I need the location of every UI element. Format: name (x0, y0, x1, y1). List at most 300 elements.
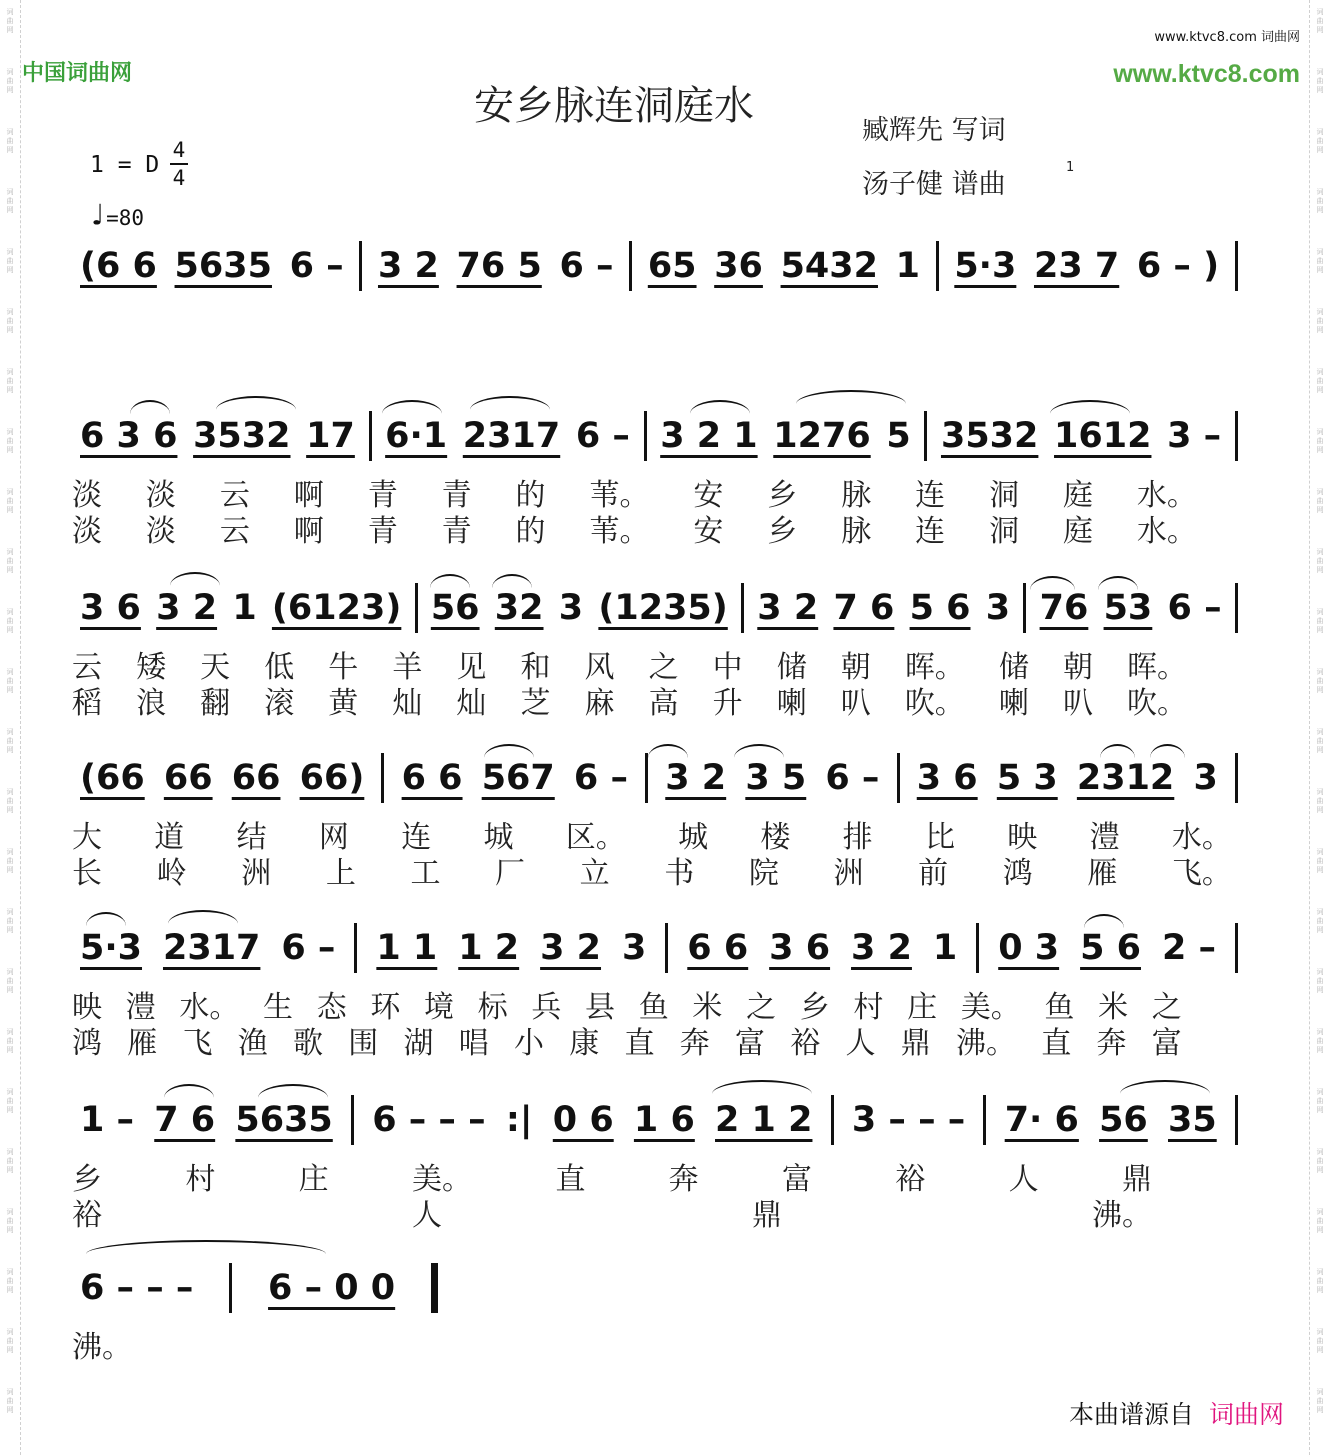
edge-watermark: 词 曲 网 (1316, 488, 1324, 514)
barline (381, 753, 384, 803)
lyric-syllable: 前 (918, 856, 949, 891)
note-group: 3 2 (540, 928, 602, 968)
lyric-syllable: 喇 (998, 686, 1029, 721)
site-url-small: www.ktvc8.com 词曲网 (1154, 30, 1300, 45)
lyric-syllable: 鸿 (1002, 856, 1033, 891)
note-group: 6 – (573, 758, 628, 798)
slur-mark (1030, 576, 1075, 590)
edge-watermark: 词 曲 网 (1316, 1268, 1324, 1294)
lyric-line-verse-2 (72, 510, 1197, 549)
note-group: 3 (621, 928, 647, 968)
note-group: 76 (1039, 588, 1089, 628)
edge-watermark: 词 曲 网 (1316, 248, 1324, 274)
lyric-syllable: 人 (412, 1198, 442, 1233)
note-group: 6·1 (385, 416, 448, 456)
lyric-syllable: 水。 (179, 990, 240, 1025)
edge-watermark: 词 曲 网 (1316, 8, 1324, 34)
lyric-syllable: 淡 (72, 478, 102, 513)
barline (665, 923, 668, 973)
site-url-logo: www.ktvc8.com (1113, 60, 1300, 88)
edge-watermark: 词 曲 网 (6, 8, 14, 34)
barline (897, 753, 900, 803)
barline (983, 1095, 986, 1145)
note-group: 3 2 (665, 758, 727, 798)
lyric-syllable: 城 (678, 820, 709, 855)
lyric-line-verse-1 (72, 986, 1182, 1025)
edge-watermark: 词 曲 网 (1316, 668, 1324, 694)
footer-brand: 词曲网 (1208, 1400, 1284, 1429)
lyric-syllable: 中 (712, 650, 743, 685)
quarter-note-icon: ♩ (88, 198, 107, 233)
edge-watermark: 词 曲 网 (6, 368, 14, 394)
edge-watermark: 词 曲 网 (6, 788, 14, 814)
lyric-syllable: 大 (72, 820, 102, 855)
lyric-syllable: 康 (569, 1026, 600, 1061)
slur-mark (258, 1084, 328, 1098)
note-group: (1235) (598, 588, 728, 628)
lyric-syllable: 湖 (403, 1026, 434, 1061)
barline (831, 1095, 834, 1145)
slur-mark (470, 396, 550, 410)
note-group: 6 – – – (80, 1268, 194, 1308)
lyric-syllable: 洞 (989, 514, 1020, 549)
notation-line (78, 1092, 1238, 1148)
edge-watermark: 词 曲 网 (1316, 1328, 1324, 1354)
barline (1235, 753, 1238, 803)
notation-line (78, 750, 1238, 806)
lyric-syllable: 啊 (293, 514, 324, 549)
lyric-syllable: 区。 (565, 820, 626, 855)
note-group: 5 3 (996, 758, 1058, 798)
composer-credit: 汤子健 谱曲 (862, 169, 1006, 200)
note-group: 36 (714, 246, 763, 286)
slur-mark (484, 744, 534, 758)
lyric-syllable: 上 (325, 856, 356, 891)
lyric-syllable: 美。 (960, 990, 1021, 1025)
edge-watermark: 词 曲 网 (6, 908, 14, 934)
note-group: 32 (494, 588, 544, 628)
edge-watermark: 词 曲 网 (1316, 1028, 1324, 1054)
edge-watermark: 词 曲 网 (6, 488, 14, 514)
lyric-syllable: 浪 (136, 686, 167, 721)
lyric-syllable: 厂 (495, 856, 526, 891)
lyric-syllable: 云 (219, 478, 250, 513)
note-group: 6 – – – (372, 1100, 486, 1140)
edge-watermark: 词 曲 网 (1316, 368, 1324, 394)
note-group: 3 2 1 (660, 416, 758, 456)
lyric-syllable: 长 (72, 856, 102, 891)
lyric-syllable: 青 (441, 478, 472, 513)
site-logo-left: 中国词曲网 (22, 61, 133, 86)
tempo-value: =80 (106, 206, 144, 230)
edge-watermark: 词 曲 网 (6, 668, 14, 694)
note-group: (6123) (271, 588, 402, 628)
right-border-strip (1309, 0, 1330, 1455)
lyric-syllable: 鸿 (72, 1026, 102, 1061)
note-group: 23 7 (1033, 246, 1120, 286)
barline (741, 583, 744, 633)
note-group: 66 (231, 758, 281, 798)
note-group: 6 – (575, 416, 630, 456)
note-group: 5432 (780, 246, 878, 286)
edge-watermark: 词 曲 网 (6, 548, 14, 574)
note-group: 0 6 (552, 1100, 614, 1140)
note-group: 6 3 6 (80, 416, 178, 456)
lyric-syllable: 裕 (790, 1026, 821, 1061)
edge-watermark: 词 曲 网 (1316, 308, 1324, 334)
note-group: 3 2 (757, 588, 819, 628)
note-group: 5635 (235, 1100, 333, 1140)
lyric-syllable: 渔 (237, 1026, 268, 1061)
note-group: (66 (80, 758, 145, 798)
lyric-syllable: 道 (154, 820, 185, 855)
slur-mark (1120, 1080, 1210, 1094)
lyric-line-verse-2 (72, 1194, 1152, 1233)
time-signature (170, 137, 188, 191)
left-border-strip (0, 0, 21, 1455)
lyric-syllable: 乡 (72, 1162, 102, 1197)
note-group: 6 6 (401, 758, 463, 798)
lyric-syllable: 米 (1098, 990, 1129, 1025)
lyricist-credit: 臧辉先 写词 (862, 115, 1006, 146)
lyric-syllable: 标 (477, 990, 508, 1025)
lyric-syllable: 矮 (136, 650, 167, 685)
lyric-syllable: 高 (648, 686, 679, 721)
note-group: 1 (895, 246, 920, 286)
note-group: 1 6 (633, 1100, 695, 1140)
edge-watermark: 词 曲 网 (1316, 548, 1324, 574)
barline (1235, 1095, 1238, 1145)
lyric-syllable: 生 (263, 990, 294, 1025)
lyric-syllable: 洞 (989, 478, 1020, 513)
edge-watermark: 词 曲 网 (6, 1208, 14, 1234)
note-group: 1 (932, 928, 958, 968)
slur-mark (712, 1080, 812, 1094)
lyric-syllable: 富 (1151, 1026, 1182, 1061)
slur-mark (216, 396, 296, 410)
key-signature: 1 = D (90, 152, 160, 178)
note-group: 0 3 (998, 928, 1060, 968)
edge-watermark: 词 曲 网 (6, 1268, 14, 1294)
lyric-syllable: 连 (915, 514, 946, 549)
lyric-line-verse-1 (72, 1326, 132, 1365)
note-group: 1612 (1054, 416, 1152, 456)
edge-watermark: 词 曲 网 (6, 308, 14, 334)
lyric-line-verse-1 (72, 646, 1187, 685)
lyric-syllable: 庭 (1062, 478, 1093, 513)
lyric-syllable: 围 (348, 1026, 379, 1061)
lyric-syllable: 人 (845, 1026, 876, 1061)
lyric-syllable: 灿 (392, 686, 423, 721)
edge-watermark: 词 曲 网 (6, 608, 14, 634)
slur-mark (1098, 576, 1138, 590)
lyric-syllable: 翻 (200, 686, 231, 721)
barline (936, 241, 939, 291)
edge-watermark: 词 曲 网 (1316, 128, 1324, 154)
lyric-syllable: 院 (748, 856, 779, 891)
lyric-syllable: 水。 (1171, 820, 1232, 855)
note-group: 3532 (193, 416, 291, 456)
lyric-syllable: 奔 (1096, 1026, 1127, 1061)
barline (1023, 583, 1026, 633)
lyric-syllable: 奔 (679, 1026, 710, 1061)
footer-source-label: 本曲谱源自 (1068, 1400, 1194, 1429)
lyric-syllable: 工 (410, 856, 441, 891)
note-group: 3 6 (80, 588, 141, 628)
barline (351, 1095, 354, 1145)
lyric-syllable: 裕 (895, 1162, 926, 1197)
note-group: 66) (299, 758, 365, 798)
edge-watermark: 词 曲 网 (1316, 728, 1324, 754)
note-group: 56 (430, 588, 480, 628)
lyric-syllable: 飞。 (1171, 856, 1232, 891)
lyric-syllable: 庄 (907, 990, 938, 1025)
edge-watermark: 词 曲 网 (1316, 1088, 1324, 1114)
lyric-syllable: 吹。 (904, 686, 965, 721)
slur-mark (690, 400, 750, 414)
lyric-syllable: 直 (1041, 1026, 1072, 1061)
lyric-syllable: 羊 (392, 650, 423, 685)
slur-mark (492, 574, 532, 588)
note-group: 6 – (1167, 588, 1222, 628)
lyric-syllable: 境 (424, 990, 455, 1025)
lyric-syllable: 奔 (668, 1162, 699, 1197)
lyric-syllable: 网 (318, 820, 349, 855)
lyric-syllable: 唱 (458, 1026, 489, 1061)
slur-mark (170, 572, 220, 586)
note-group: 6 – (825, 758, 880, 798)
note-group: 2 – (1161, 928, 1216, 968)
lyric-syllable: 映 (1007, 820, 1038, 855)
note-group: 5·3 (80, 928, 143, 968)
lyric-syllable: 青 (367, 514, 398, 549)
lyric-syllable: 县 (585, 990, 616, 1025)
lyric-syllable: 水。 (1136, 514, 1197, 549)
note-group: 1 2 (458, 928, 520, 968)
note-group: 6 – ) (1136, 246, 1220, 286)
lyric-syllable: 雁 (127, 1026, 158, 1061)
barline (645, 753, 648, 803)
lyric-syllable: 米 (692, 990, 723, 1025)
lyric-syllable: 脉 (841, 478, 872, 513)
lyric-syllable: 连 (401, 820, 432, 855)
lyric-syllable: 青 (367, 478, 398, 513)
note-group: 3 6 (769, 928, 831, 968)
lyric-syllable: 楼 (760, 820, 791, 855)
edge-watermark: 词 曲 网 (6, 1148, 14, 1174)
slur-mark (86, 1240, 326, 1254)
notation-line (78, 920, 1238, 976)
lyric-syllable: 朝 (1062, 650, 1093, 685)
edge-watermark: 词 曲 网 (1316, 1208, 1324, 1234)
lyric-syllable: 喇 (776, 686, 807, 721)
edge-watermark: 词 曲 网 (1316, 428, 1324, 454)
lyric-syllable: 叭 (1062, 686, 1093, 721)
note-group: 2312 (1076, 758, 1175, 798)
note-group: 3 2 (851, 928, 912, 968)
lyric-syllable: 岭 (156, 856, 187, 891)
edge-watermark: 词 曲 网 (6, 188, 14, 214)
note-group: 3 (985, 588, 1011, 628)
barline (1235, 923, 1238, 973)
lyric-syllable: 洲 (241, 856, 272, 891)
lyric-syllable: 沸。 (956, 1026, 1016, 1061)
note-group: (6 6 (80, 246, 157, 286)
note-group: 56 (1099, 1100, 1148, 1140)
lyric-syllable: 苇。 (589, 514, 650, 549)
lyric-syllable: 富 (735, 1026, 765, 1061)
lyric-syllable: 晖。 (1127, 650, 1187, 685)
slur-mark (1150, 744, 1185, 758)
barline (976, 923, 979, 973)
repeat-barline: :| (505, 1100, 533, 1140)
edge-watermark: 词 曲 网 (6, 968, 14, 994)
lyric-syllable: 庭 (1062, 514, 1093, 549)
barline (644, 411, 647, 461)
lyric-syllable: 吹。 (1127, 686, 1187, 721)
note-group: 3 – (1167, 416, 1222, 456)
edge-watermark: 词 曲 网 (6, 1388, 14, 1414)
edge-watermark: 词 曲 网 (1316, 848, 1324, 874)
lyric-syllable: 飞 (182, 1026, 213, 1061)
lyric-syllable: 城 (483, 820, 514, 855)
note-group: 1 1 (376, 928, 438, 968)
note-group: 5635 (174, 246, 272, 286)
lyric-syllable: 的 (515, 514, 546, 549)
lyric-syllable: 澧 (1089, 820, 1120, 855)
lyric-syllable: 灿 (456, 686, 487, 721)
note-group: 6 – (289, 246, 344, 286)
lyric-syllable: 比 (924, 820, 955, 855)
note-group: 5 6 (1080, 928, 1141, 968)
notation-line (78, 408, 1238, 464)
note-group: 1276 (773, 416, 871, 456)
lyric-syllable: 之 (1151, 990, 1182, 1025)
lyric-syllable: 黄 (328, 686, 359, 721)
slur-mark (382, 400, 442, 414)
lyric-line-verse-1 (72, 1158, 1152, 1197)
note-group: 1 – (80, 1100, 135, 1140)
lyric-syllable: 村 (185, 1162, 216, 1197)
lyric-syllable: 雁 (1087, 856, 1118, 891)
edge-watermark: 词 曲 网 (1316, 908, 1324, 934)
notation-line (78, 1260, 438, 1316)
lyric-syllable: 人 (1008, 1162, 1039, 1197)
lyric-syllable: 歌 (293, 1026, 323, 1061)
lyric-syllable: 富 (781, 1162, 812, 1197)
note-group: 5·3 (954, 246, 1017, 286)
note-group: 5 6 (909, 588, 971, 628)
slur-mark (796, 390, 906, 404)
lyric-syllable: 稻 (72, 686, 102, 721)
page-marker: 1 (1066, 160, 1075, 175)
lyric-syllable: 淡 (145, 478, 176, 513)
lyric-syllable: 之 (746, 990, 777, 1025)
note-group: 2 1 2 (715, 1100, 813, 1140)
lyric-line-verse-1 (72, 474, 1197, 513)
note-group: 53 (1103, 588, 1153, 628)
lyric-syllable: 排 (842, 820, 873, 855)
edge-watermark: 词 曲 网 (1316, 1388, 1324, 1414)
barline (229, 1263, 232, 1313)
lyric-syllable: 低 (264, 650, 295, 685)
slur-mark (1050, 400, 1130, 414)
lyric-syllable: 安 (693, 478, 724, 513)
edge-watermark: 词 曲 网 (6, 728, 14, 754)
lyric-syllable: 兵 (531, 990, 562, 1025)
lyric-syllable: 苇。 (589, 478, 650, 513)
lyric-syllable: 叭 (840, 686, 871, 721)
lyric-syllable: 储 (776, 650, 807, 685)
lyric-syllable: 结 (236, 820, 267, 855)
lyric-syllable: 洲 (833, 856, 864, 891)
meter-top: 4 (172, 138, 186, 162)
edge-watermark: 词 曲 网 (1316, 608, 1324, 634)
lyric-syllable: 鼎 (900, 1026, 931, 1061)
tempo-marking (88, 198, 144, 233)
notation-line (78, 238, 1238, 294)
note-group: 3 6 (916, 758, 978, 798)
note-group: 76 5 (456, 246, 542, 286)
lyric-syllable: 云 (219, 514, 250, 549)
lyric-syllable: 天 (200, 650, 231, 685)
barline (1235, 411, 1238, 461)
lyric-syllable: 澧 (125, 990, 156, 1025)
note-group: 567 (481, 758, 555, 798)
note-group: 2317 (462, 416, 561, 456)
lyric-syllable: 裕 (72, 1198, 102, 1233)
slur-mark (734, 744, 784, 758)
lyric-syllable: 直 (624, 1026, 655, 1061)
lyric-syllable: 淡 (72, 514, 102, 549)
lyric-syllable: 脉 (841, 514, 872, 549)
lyric-syllable: 朝 (840, 650, 871, 685)
lyric-syllable: 云 (72, 650, 102, 685)
edge-watermark: 词 曲 网 (6, 1028, 14, 1054)
edge-watermark: 词 曲 网 (1316, 788, 1324, 814)
note-group: 66 (163, 758, 213, 798)
lyric-syllable: 村 (853, 990, 884, 1025)
edge-watermark: 词 曲 网 (6, 1088, 14, 1114)
lyric-syllable: 麻 (584, 686, 615, 721)
note-group: 5 (886, 416, 911, 456)
barline (415, 583, 418, 633)
lyric-syllable: 水。 (1136, 478, 1197, 513)
lyric-syllable: 和 (520, 650, 551, 685)
lyric-syllable: 晖。 (904, 650, 965, 685)
note-group: 17 (306, 416, 355, 456)
lyric-syllable: 沸。 (1092, 1198, 1152, 1233)
slur-mark (648, 744, 688, 758)
barline (354, 923, 357, 973)
note-group: 1 (232, 588, 257, 628)
edge-watermark: 词 曲 网 (6, 68, 14, 94)
slur-mark (164, 1084, 214, 1098)
barline (359, 241, 362, 291)
note-group: 3 2 (156, 588, 218, 628)
lyric-syllable: 的 (515, 478, 546, 513)
note-group: 6 6 (687, 928, 749, 968)
slur-mark (1084, 914, 1124, 928)
lyric-syllable: 庄 (298, 1162, 329, 1197)
final-barline (431, 1263, 438, 1313)
slur-mark (86, 912, 126, 926)
edge-watermark: 词 曲 网 (6, 248, 14, 274)
note-group: 3 5 (745, 758, 807, 798)
note-group: 3 – – – (851, 1100, 966, 1140)
lyric-line-verse-1 (72, 816, 1232, 855)
lyric-syllable: 升 (712, 686, 743, 721)
